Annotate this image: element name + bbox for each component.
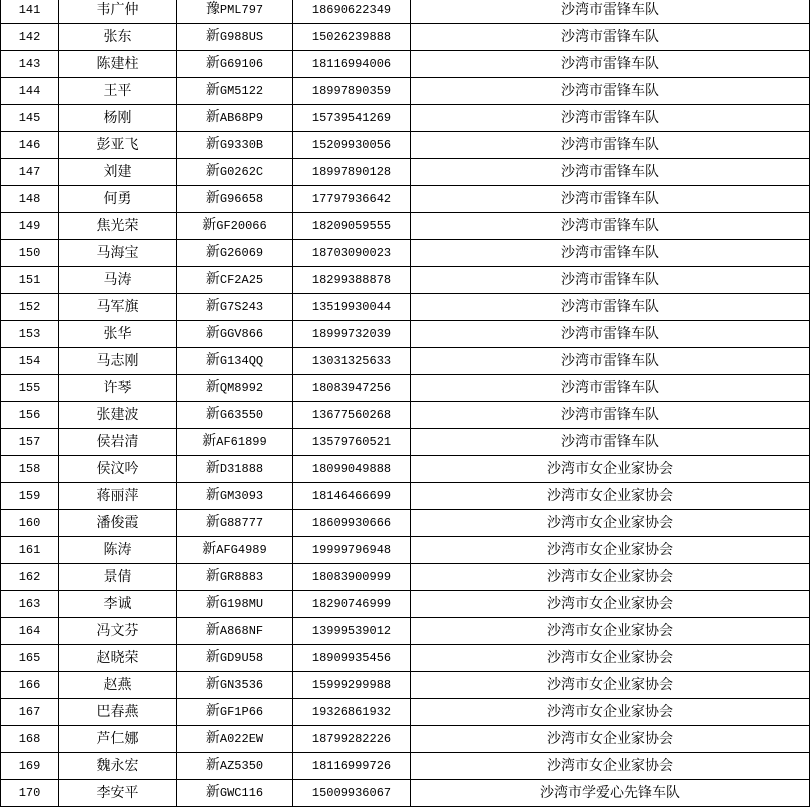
- phone-number: 18083947256: [293, 375, 411, 402]
- row-number: 151: [1, 267, 59, 294]
- organization: 沙湾市雷锋车队: [411, 213, 810, 240]
- row-number: 149: [1, 213, 59, 240]
- plate-code: GWC116: [219, 786, 264, 800]
- table-row: [1, 429, 810, 456]
- table-row: [1, 78, 810, 105]
- license-plate: [177, 753, 293, 780]
- row-number: 145: [1, 105, 59, 132]
- plate-province: 新: [205, 703, 220, 719]
- license-plate: [177, 780, 293, 807]
- table-row: [1, 294, 810, 321]
- plate-code: QM8992: [219, 381, 264, 395]
- license-plate: [177, 618, 293, 645]
- table-row: [1, 645, 810, 672]
- driver-name: 马军旗: [59, 294, 177, 321]
- organization: 沙湾市雷锋车队: [411, 294, 810, 321]
- driver-name: 刘建: [59, 159, 177, 186]
- organization: 沙湾市女企业家协会: [411, 537, 810, 564]
- plate-code: GF20066: [216, 219, 267, 233]
- table-row: [1, 591, 810, 618]
- row-number: 150: [1, 240, 59, 267]
- license-plate: [177, 402, 293, 429]
- plate-province: 新: [205, 757, 220, 773]
- phone-number: 15209930056: [293, 132, 411, 159]
- license-plate: [177, 699, 293, 726]
- organization: 沙湾市雷锋车队: [411, 267, 810, 294]
- phone-number: 18703090023: [293, 240, 411, 267]
- organization: 沙湾市女企业家协会: [411, 672, 810, 699]
- row-number: 166: [1, 672, 59, 699]
- license-plate: [177, 294, 293, 321]
- plate-code: G96658: [219, 192, 264, 206]
- phone-number: 13677560268: [293, 402, 411, 429]
- phone-number: 15009936067: [293, 780, 411, 807]
- organization: 沙湾市雷锋车队: [411, 240, 810, 267]
- phone-number: 18799282226: [293, 726, 411, 753]
- driver-name: 潘俊霞: [59, 510, 177, 537]
- table-row: [1, 537, 810, 564]
- organization: 沙湾市雷锋车队: [411, 78, 810, 105]
- license-plate: [177, 645, 293, 672]
- license-plate: [177, 510, 293, 537]
- organization: 沙湾市雷锋车队: [411, 51, 810, 78]
- plate-province: 新: [202, 217, 217, 233]
- driver-name: 张东: [59, 24, 177, 51]
- phone-number: 13999539012: [293, 618, 411, 645]
- organization: 沙湾市雷锋车队: [411, 321, 810, 348]
- table-row: [1, 699, 810, 726]
- plate-province: 新: [205, 244, 220, 260]
- plate-province: 新: [205, 190, 220, 206]
- plate-province: 新: [205, 82, 220, 98]
- organization: 沙湾市女企业家协会: [411, 510, 810, 537]
- organization: 沙湾市雷锋车队: [411, 159, 810, 186]
- license-plate: [177, 213, 293, 240]
- driver-name: 彭亚飞: [59, 132, 177, 159]
- license-plate: [177, 78, 293, 105]
- plate-province: 新: [205, 568, 220, 584]
- driver-name: 侯岩清: [59, 429, 177, 456]
- plate-code: CF2A25: [219, 273, 264, 287]
- plate-code: GD9U58: [219, 651, 264, 665]
- driver-name: 景倩: [59, 564, 177, 591]
- organization: 沙湾市雷锋车队: [411, 348, 810, 375]
- plate-province: 新: [205, 730, 220, 746]
- table-row: [1, 375, 810, 402]
- driver-name: 陈建柱: [59, 51, 177, 78]
- plate-code: G26069: [219, 246, 264, 260]
- organization: 沙湾市雷锋车队: [411, 132, 810, 159]
- license-plate: [177, 564, 293, 591]
- plate-code: G988US: [219, 30, 264, 44]
- organization: 沙湾市雷锋车队: [411, 24, 810, 51]
- phone-number: 13031325633: [293, 348, 411, 375]
- plate-code: A022EW: [219, 732, 264, 746]
- driver-name: 张建波: [59, 402, 177, 429]
- table-row: [1, 510, 810, 537]
- table-row: [1, 348, 810, 375]
- plate-code: G198MU: [219, 597, 264, 611]
- phone-number: 18299388878: [293, 267, 411, 294]
- plate-province: 新: [205, 514, 220, 530]
- row-number: 167: [1, 699, 59, 726]
- plate-province: 新: [205, 325, 220, 341]
- organization: 沙湾市女企业家协会: [411, 564, 810, 591]
- plate-code: G88777: [219, 516, 264, 530]
- plate-code: G9330B: [219, 138, 264, 152]
- driver-name: 焦光荣: [59, 213, 177, 240]
- phone-number: 18099049888: [293, 456, 411, 483]
- plate-code: G7S243: [219, 300, 264, 314]
- organization: 沙湾市女企业家协会: [411, 753, 810, 780]
- row-number: 156: [1, 402, 59, 429]
- plate-province: 新: [205, 460, 220, 476]
- table-body: [1, 0, 810, 807]
- driver-name: 李安平: [59, 780, 177, 807]
- plate-code: PML797: [219, 3, 264, 17]
- table-row: [1, 51, 810, 78]
- organization: 沙湾市雷锋车队: [411, 186, 810, 213]
- driver-name: 马涛: [59, 267, 177, 294]
- plate-province: 新: [205, 298, 220, 314]
- row-number: 155: [1, 375, 59, 402]
- driver-name: 许琴: [59, 375, 177, 402]
- plate-code: AFG4989: [216, 543, 267, 557]
- plate-code: D31888: [219, 462, 264, 476]
- license-plate: [177, 132, 293, 159]
- phone-number: 18083900999: [293, 564, 411, 591]
- table-row: [1, 564, 810, 591]
- table-row: [1, 780, 810, 807]
- row-number: 153: [1, 321, 59, 348]
- phone-number: 13579760521: [293, 429, 411, 456]
- row-number: 147: [1, 159, 59, 186]
- license-plate: [177, 591, 293, 618]
- plate-code: G63550: [219, 408, 264, 422]
- driver-name: 张华: [59, 321, 177, 348]
- row-number: 168: [1, 726, 59, 753]
- plate-code: GN3536: [219, 678, 264, 692]
- driver-name: 赵燕: [59, 672, 177, 699]
- phone-number: 18999732039: [293, 321, 411, 348]
- plate-code: AZ5350: [219, 759, 264, 773]
- plate-code: GM5122: [219, 84, 264, 98]
- plate-province: 新: [205, 271, 220, 287]
- plate-province: 新: [205, 784, 220, 800]
- plate-province: 新: [202, 433, 217, 449]
- table-row: [1, 402, 810, 429]
- row-number: 170: [1, 780, 59, 807]
- phone-number: 18290746999: [293, 591, 411, 618]
- table-row: [1, 618, 810, 645]
- license-plate: [177, 429, 293, 456]
- table-row: [1, 267, 810, 294]
- plate-province: 新: [205, 487, 220, 503]
- driver-name: 芦仁娜: [59, 726, 177, 753]
- organization: 沙湾市雷锋车队: [411, 105, 810, 132]
- table-row: [1, 186, 810, 213]
- driver-name: 侯汶吟: [59, 456, 177, 483]
- phone-number: 18690622349: [293, 0, 411, 24]
- table-row: [1, 24, 810, 51]
- row-number: 144: [1, 78, 59, 105]
- license-plate: [177, 726, 293, 753]
- phone-number: 19326861932: [293, 699, 411, 726]
- license-plate: [177, 0, 293, 24]
- row-number: 160: [1, 510, 59, 537]
- plate-code: G0262C: [219, 165, 264, 179]
- plate-code: G69106: [219, 57, 264, 71]
- plate-province: 新: [205, 379, 220, 395]
- plate-province: 新: [205, 136, 220, 152]
- row-number: 157: [1, 429, 59, 456]
- table-row: [1, 672, 810, 699]
- row-number: 141: [1, 0, 59, 24]
- plate-province: 新: [205, 28, 220, 44]
- row-number: 158: [1, 456, 59, 483]
- phone-number: 18609930666: [293, 510, 411, 537]
- plate-code: GR8883: [219, 570, 264, 584]
- plate-province: 新: [205, 622, 220, 638]
- license-plate: [177, 267, 293, 294]
- license-plate: [177, 240, 293, 267]
- row-number: 162: [1, 564, 59, 591]
- phone-number: 18146466699: [293, 483, 411, 510]
- row-number: 148: [1, 186, 59, 213]
- row-number: 169: [1, 753, 59, 780]
- table-row: [1, 726, 810, 753]
- table-row: [1, 456, 810, 483]
- driver-name: 杨刚: [59, 105, 177, 132]
- organization: 沙湾市雷锋车队: [411, 402, 810, 429]
- phone-number: 18997890359: [293, 78, 411, 105]
- phone-number: 18209059555: [293, 213, 411, 240]
- plate-code: A868NF: [219, 624, 264, 638]
- plate-code: GGV866: [219, 327, 264, 341]
- row-number: 163: [1, 591, 59, 618]
- plate-code: G134QQ: [219, 354, 264, 368]
- plate-province: 新: [205, 163, 220, 179]
- table-row: [1, 105, 810, 132]
- row-number: 152: [1, 294, 59, 321]
- table-row: [1, 321, 810, 348]
- phone-number: 15739541269: [293, 105, 411, 132]
- row-number: 146: [1, 132, 59, 159]
- license-plate: [177, 348, 293, 375]
- license-plate: [177, 321, 293, 348]
- plate-province: 新: [205, 595, 220, 611]
- organization: 沙湾市女企业家协会: [411, 726, 810, 753]
- driver-name: 陈涛: [59, 537, 177, 564]
- plate-province: 新: [205, 352, 220, 368]
- license-plate: [177, 159, 293, 186]
- organization: 沙湾市女企业家协会: [411, 591, 810, 618]
- driver-name: 蒋丽萍: [59, 483, 177, 510]
- plate-province: 新: [205, 649, 220, 665]
- license-plate: [177, 672, 293, 699]
- row-number: 143: [1, 51, 59, 78]
- driver-name: 王平: [59, 78, 177, 105]
- phone-number: 18909935456: [293, 645, 411, 672]
- table-row: [1, 159, 810, 186]
- plate-code: AF61899: [216, 435, 267, 449]
- phone-number: 15999299988: [293, 672, 411, 699]
- organization: 沙湾市女企业家协会: [411, 456, 810, 483]
- organization: 沙湾市女企业家协会: [411, 699, 810, 726]
- organization: 沙湾市女企业家协会: [411, 618, 810, 645]
- organization: 沙湾市女企业家协会: [411, 645, 810, 672]
- plate-code: AB68P9: [219, 111, 264, 125]
- driver-name: 马海宝: [59, 240, 177, 267]
- driver-name: 魏永宏: [59, 753, 177, 780]
- driver-name: 巴春燕: [59, 699, 177, 726]
- phone-number: 18997890128: [293, 159, 411, 186]
- row-number: 165: [1, 645, 59, 672]
- organization: 沙湾市雷锋车队: [411, 0, 810, 24]
- driver-name: 马志刚: [59, 348, 177, 375]
- phone-number: 17797936642: [293, 186, 411, 213]
- plate-code: GF1P66: [219, 705, 264, 719]
- organization: 沙湾市女企业家协会: [411, 483, 810, 510]
- table-row: [1, 483, 810, 510]
- plate-code: GM3093: [219, 489, 264, 503]
- license-plate: [177, 375, 293, 402]
- driver-name: 韦广仲: [59, 0, 177, 24]
- organization: 沙湾市学爱心先锋车队: [411, 780, 810, 807]
- table-row: [1, 132, 810, 159]
- driver-name: 李诚: [59, 591, 177, 618]
- table-row: [1, 753, 810, 780]
- license-plate: [177, 537, 293, 564]
- organization: 沙湾市雷锋车队: [411, 429, 810, 456]
- plate-province: 豫: [205, 1, 220, 17]
- driver-name: 何勇: [59, 186, 177, 213]
- phone-number: 18116994006: [293, 51, 411, 78]
- phone-number: 15026239888: [293, 24, 411, 51]
- table-row: [1, 0, 810, 24]
- driver-name: 赵晓荣: [59, 645, 177, 672]
- license-plate: [177, 24, 293, 51]
- phone-number: 18116999726: [293, 753, 411, 780]
- phone-number: 13519930044: [293, 294, 411, 321]
- license-plate: [177, 456, 293, 483]
- table-row: [1, 213, 810, 240]
- row-number: 159: [1, 483, 59, 510]
- plate-province: 新: [202, 541, 217, 557]
- phone-number: 19999796948: [293, 537, 411, 564]
- driver-name: 冯文芬: [59, 618, 177, 645]
- plate-province: 新: [205, 406, 220, 422]
- license-plate: [177, 51, 293, 78]
- row-number: 142: [1, 24, 59, 51]
- row-number: 164: [1, 618, 59, 645]
- row-number: 154: [1, 348, 59, 375]
- row-number: 161: [1, 537, 59, 564]
- license-plate: [177, 483, 293, 510]
- plate-province: 新: [205, 109, 220, 125]
- license-plate: [177, 105, 293, 132]
- plate-province: 新: [205, 55, 220, 71]
- table-row: [1, 240, 810, 267]
- plate-province: 新: [205, 676, 220, 692]
- organization: 沙湾市雷锋车队: [411, 375, 810, 402]
- license-plate: [177, 186, 293, 213]
